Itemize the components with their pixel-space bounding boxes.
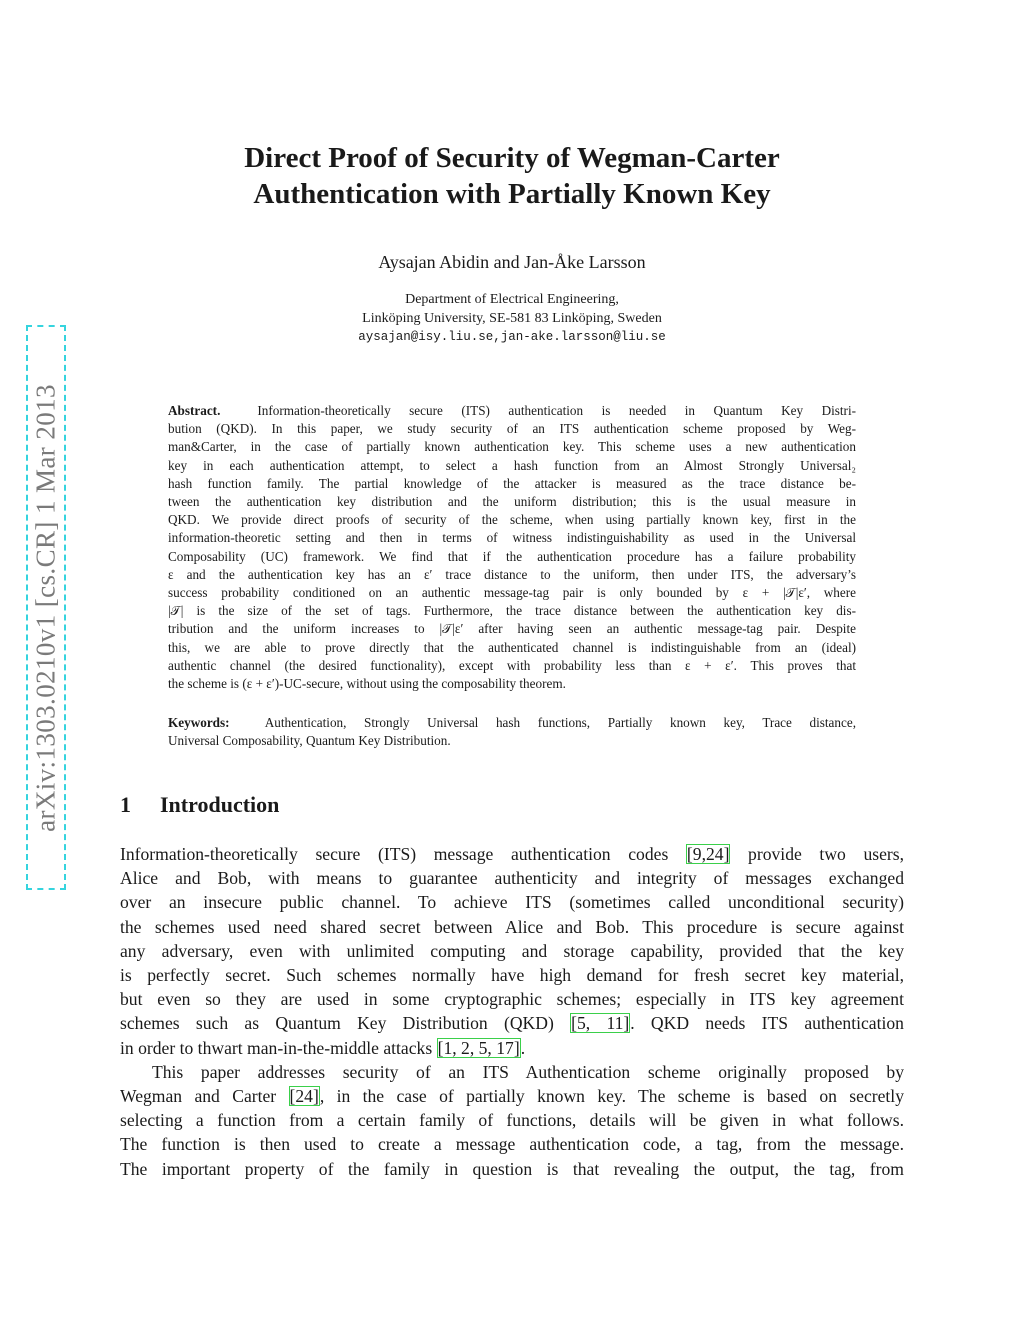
keywords-line: Keywords: Authentication, Strongly Universal hash functions, Partially known key, Trace distance, [168,715,856,730]
abstract-line: the scheme is (ε + ε′)-UC-secure, without using the composability theorem. [168,676,566,692]
abstract-line: authentic channel (the desired functionality), except with probability less than ε + ε′. This proves that [168,657,856,673]
keywords-line: Universal Composability, Quantum Key Distribution. [168,733,451,749]
section-number: 1 [120,792,131,817]
abstract-label: Abstract. [168,403,221,418]
affiliation-university: Linköping University, SE-581 83 Linköping, Sweden [362,311,662,326]
abstract-line: hash function family. The partial knowledge of the attacker is measured as the trace distance be- [168,475,856,491]
abstract-line: QKD. We provide direct proofs of security of the scheme, when using partially known key, first in the [168,512,856,528]
title-line-1: Direct Proof of Security of Wegman-Carter [244,142,780,174]
keywords-label: Keywords: [168,715,230,730]
section-title: Introduction [160,792,280,817]
paper-title [120,140,904,212]
citation-link[interactable]: [9,24] [686,844,730,864]
abstract-line: |𝒯| is the size of the set of tags. Furthermore, the trace distance between the authentication key dis- [168,603,856,619]
body-line: any adversary, even with unlimited computing and storage capability, provided that the key [120,940,904,961]
abstract-line: ε and the authentication key has an ε′ trace distance to the uniform, then under ITS, the adversary’s [168,566,856,582]
abstract-line: bution (QKD). In this paper, we study security of an ITS authentication scheme proposed by Weg- [168,421,856,437]
body-line: over an insecure public channel. To achieve ITS (sometimes called unconditional security) [120,892,904,913]
body-line: Information-theoretically secure (ITS) message authentication codes [9,24] provide two users, [120,844,904,864]
abstract-line: key in each authentication attempt, to select a hash function from an Almost Strongly Universal₂ [168,457,856,473]
body-text [120,842,904,1181]
citation-link[interactable]: [5, 11] [571,1013,630,1034]
abstract-line: this, we are able to prove directly that the authenticated channel is indistinguishable from an (ideal) [168,639,856,655]
authors: Aysajan Abidin and Jan-Åke Larsson [378,252,646,272]
body-line: the schemes used need shared secret between Alice and Bob. This procedure is secure against [120,916,904,937]
body-line: The function is then used to create a message authentication code, a tag, from the message. [120,1134,904,1155]
abstract-line: information-theoretic setting and then in terms of witness indistinguishability as used in the Universal [168,530,856,546]
arxiv-identifier: arXiv:1303.0210v1 [cs.CR] 1 Mar 2013 [30,383,61,832]
section-heading [120,792,279,818]
author-emails: aysajan@isy.liu.se,jan-ake.larsson@liu.se [358,330,666,344]
abstract-line: tribution and the uniform increases to |𝒯|ε′ after having seen an authentic message-tag pair. Despite [168,621,856,637]
affiliation-department: Department of Electrical Engineering, [405,292,619,307]
citation-link[interactable]: [24] [289,1086,319,1107]
citation-link[interactable]: [1, 2, 5, 17] [437,1037,520,1058]
body-line: schemes such as Quantum Key Distribution (QKD) [5, 11]. QKD needs ITS authentication [120,1013,904,1034]
title-line-2: Authentication with Partially Known Key [253,178,771,210]
affiliation [120,290,904,347]
body-line: The important property of the family in question is that revealing the output, the tag, from [120,1158,904,1179]
abstract-line: success probability conditioned on an authentic message-tag pair is only bounded by ε + |𝒯|ε′, where [168,585,856,601]
abstract-line: man&Carter, in the case of partially known authentication key. This scheme uses a new authentication [168,439,856,455]
body-line: in order to thwart man-in-the-middle attacks [1, 2, 5, 17]. [120,1037,526,1058]
body-line: selecting a function from a certain family of functions, details will be given in what follows. [120,1110,904,1131]
abstract-line: Composability (UC) framework. We find that if the authentication procedure has a failure probability [168,548,856,564]
body-line: Alice and Bob, with means to guarantee authenticity and integrity of messages exchanged [120,868,904,889]
keywords [168,714,856,750]
body-line: but even so they are used in some cryptographic schemes; especially in ITS key agreement [120,989,904,1010]
abstract [168,402,856,693]
body-line: Wegman and Carter [24], in the case of partially known key. The scheme is based on secretly [120,1086,904,1107]
arxiv-side-stamp [26,325,66,890]
abstract-line: Abstract. Information-theoretically secure (ITS) authentication is needed in Quantum Key Distri- [168,403,857,418]
abstract-line: tween the authentication key distribution and the uniform distribution; this is the usual measure in [168,494,856,510]
body-line: is perfectly secret. Such schemes normally have high demand for fresh secret key material, [120,965,904,986]
body-line: This paper addresses security of an ITS Authentication scheme originally proposed by [152,1061,904,1082]
